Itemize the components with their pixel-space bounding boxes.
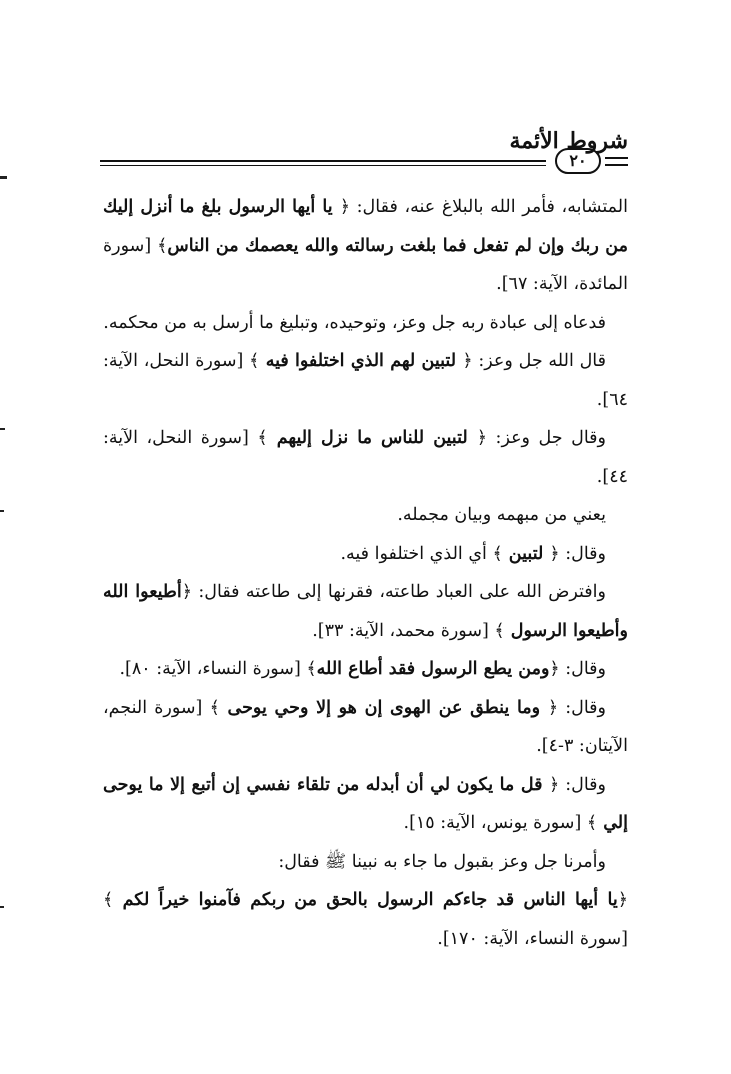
verse-open-bracket: ﴿ — [549, 659, 560, 679]
quran-verse — [103, 890, 628, 910]
header-rule-bottom — [100, 165, 546, 166]
paragraph-12 — [103, 881, 628, 958]
paragraph-lead: وقال: — [559, 774, 606, 795]
paragraph-6 — [103, 535, 628, 574]
verse-close-bracket: ﴾ — [257, 428, 268, 448]
paragraph-lead: وقال جل وعز: — [487, 428, 606, 448]
header-rule-top — [100, 160, 546, 162]
paragraph-lead: وقال: — [558, 697, 607, 718]
paragraph-1 — [103, 188, 628, 304]
verse-text: ومن يطع الرسول فقد أطاع الله — [316, 659, 550, 679]
verse-open-bracket: ﴿ — [181, 582, 192, 602]
page-header — [100, 128, 628, 178]
verse-open-bracket: ﴿ — [339, 197, 351, 217]
quran-verse — [249, 351, 472, 371]
paragraph-2: فدعاه إلى عبادة ربه جل وعز، وتوحيده، وتبليغ ما أرسل به من محكمه. — [103, 312, 606, 333]
verse-text: يا أيها الرسول بلغ ما أنزل إليك من ربك وإن لم تفعل فما بلغت رسالته والله يعصمك من الناس — [103, 197, 628, 256]
paragraph-lead: قال الله جل وعز: — [472, 351, 606, 371]
verse-text: قل ما يكون لي أن أبدله من تلقاء نفسي إن أتبع إلا ما يوحى إلي — [103, 774, 628, 833]
verse-open-bracket: ﴿ — [548, 774, 560, 795]
paragraph-lead: وافترض الله على العباد طاعته، فقرنها إلى طاعته فقال: — [191, 582, 606, 602]
verse-open-bracket: ﴿ — [549, 543, 560, 564]
verse-close-bracket: ﴾ — [103, 890, 114, 910]
paragraph-lead: وقال: — [559, 543, 606, 564]
paragraph-4 — [103, 419, 628, 496]
paragraph-5: يعني من مبهمه وبيان مجمله. — [397, 505, 606, 525]
verse-close-bracket: ﴾ — [209, 697, 220, 718]
paragraph-10 — [103, 766, 628, 843]
header-tick-bottom — [605, 164, 628, 166]
verse-reference: [سورة محمد، الآية: ٣٣]. — [312, 620, 495, 641]
verse-reference: [سورة يونس، الآية: ١٥]. — [403, 813, 587, 833]
verse-close-bracket: ﴾ — [306, 659, 317, 679]
quran-verse — [210, 698, 559, 718]
running-title: شروط الأئمة — [509, 128, 628, 154]
verse-text: لتبين للناس ما نزل إليهم — [267, 428, 477, 448]
paragraph-3 — [103, 342, 628, 419]
scan-mark — [0, 176, 7, 179]
verse-close-bracket: ﴾ — [494, 620, 505, 641]
scan-mark — [0, 510, 4, 512]
header-tick-top — [605, 157, 628, 159]
verse-reference: [سورة المائدة، الآية: ٦٧]. — [103, 235, 628, 294]
paragraph-7 — [103, 573, 628, 650]
paragraph-9 — [103, 689, 628, 766]
verse-open-bracket: ﴿ — [547, 697, 559, 718]
verse-text: لتبين لهم الذي اختلفوا فيه — [259, 351, 463, 371]
verse-close-bracket: ﴾ — [586, 813, 598, 833]
quran-verse — [306, 659, 559, 679]
paragraph-lead: وقال: — [559, 659, 606, 679]
verse-open-bracket: ﴿ — [617, 890, 628, 910]
scan-mark — [0, 428, 5, 430]
quran-verse — [492, 544, 559, 564]
paragraph-8 — [103, 650, 628, 689]
verse-text: أطيعوا الله وأطيعوا الرسول — [103, 582, 628, 641]
verse-close-bracket: ﴾ — [492, 543, 503, 564]
quran-verse — [257, 428, 487, 448]
verse-open-bracket: ﴿ — [476, 428, 488, 448]
verse-reference: [سورة النحل، الآية: ٤٤]. — [103, 428, 628, 487]
page-body-text — [103, 188, 628, 958]
verse-close-bracket: ﴾ — [157, 235, 168, 256]
verse-reference: [سورة النساء، الآية: ٨٠]. — [119, 659, 307, 679]
verse-text: يا أيها الناس قد جاءكم الرسول بالحق من ربكم فآمنوا خيراً لكم — [113, 890, 618, 910]
page-number: ٢٠ — [555, 148, 601, 174]
paragraph-11: وأمرنا جل وعز بقبول ما جاء به نبينا ﷺ فقال: — [278, 851, 606, 872]
verse-reference: [سورة النجم، الآيتان: ٣-٤]. — [103, 697, 628, 756]
verse-open-bracket: ﴿ — [462, 351, 473, 371]
verse-text: لتبين — [502, 543, 550, 564]
verse-reference: [سورة النساء، الآية: ١٧٠]. — [437, 928, 628, 949]
scan-mark — [0, 906, 4, 908]
verse-close-bracket: ﴾ — [249, 351, 260, 371]
verse-reference: [سورة النحل، الآية: ٦٤]. — [103, 351, 628, 410]
verse-text: وما ينطق عن الهوى إن هو إلا وحي يوحى — [219, 697, 548, 718]
verse-reference: أي الذي اختلفوا فيه. — [340, 543, 493, 564]
paragraph-lead: المتشابه، فأمر الله بالبلاغ عنه، فقال: — [350, 197, 628, 217]
